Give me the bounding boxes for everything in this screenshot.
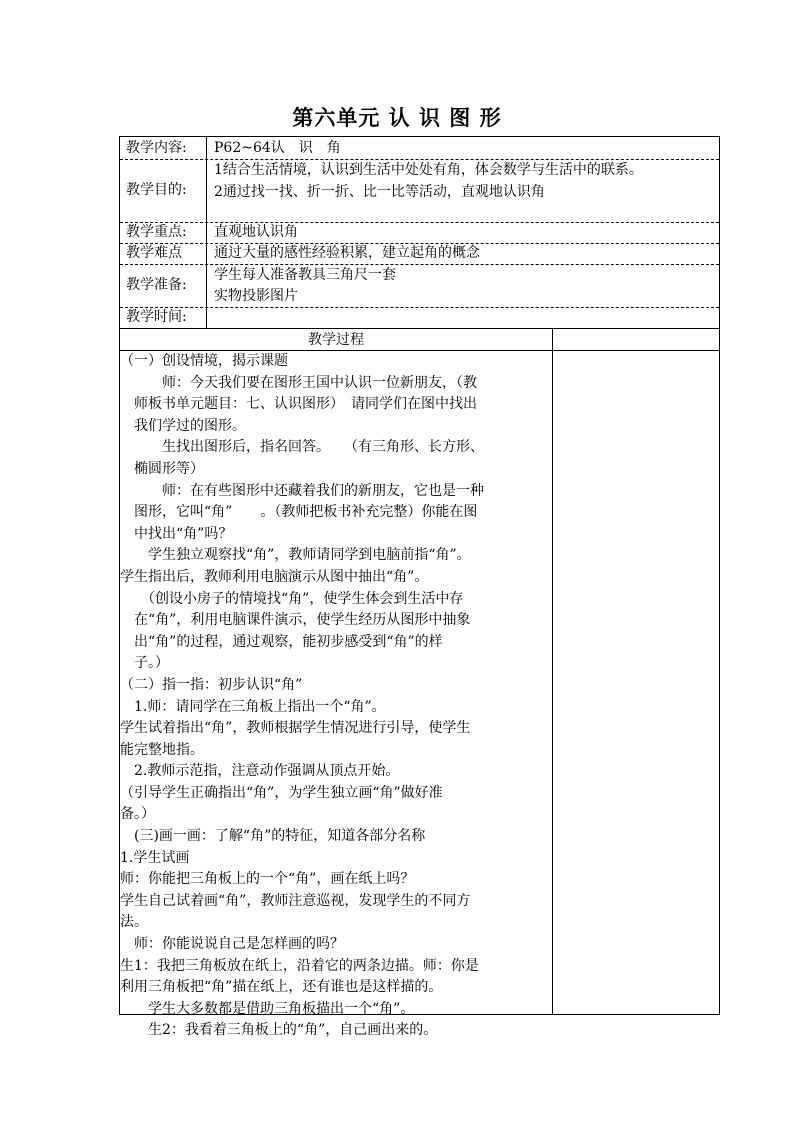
process-line: 在“角”，利用电脑课件演示，使学生经历从图形中抽象 bbox=[120, 612, 471, 629]
teaching-process bbox=[120, 351, 552, 1042]
process-line: 我们学过的图形。 bbox=[120, 417, 246, 434]
row-divider bbox=[120, 328, 719, 329]
process-line: 师：在有些图形中还藏着我们的新朋友，它也是一种 bbox=[120, 482, 484, 499]
time-label: 教学时间: bbox=[126, 309, 187, 325]
goals-label: 教学目的: bbox=[126, 182, 187, 198]
row-divider bbox=[120, 307, 719, 308]
goals-line-1: 1结合生活情境，认识到生活中处处有角，体会数学与生活中的联系。 bbox=[214, 162, 643, 178]
difficulty-value: 通过大量的感性经验积累，建立起角的概念 bbox=[214, 245, 480, 261]
process-line: 学生自己试着画“角”，教师注意巡视，发现学生的不同方 bbox=[120, 892, 471, 909]
process-line: 师：今天我们要在图形王国中认识一位新朋友，（教 bbox=[120, 374, 477, 391]
process-line: 师：你能说说自己是怎样画的吗？ bbox=[120, 936, 344, 953]
process-line: 学生大多数都是借助三角板描出一个“角”。 bbox=[120, 1000, 415, 1017]
difficulty-label: 教学难点 bbox=[126, 245, 182, 261]
process-line: 备。） bbox=[120, 806, 155, 823]
process-line: 中找出“角”吗？ bbox=[120, 525, 233, 542]
process-line: （二）指一指：初步认识“角” bbox=[120, 676, 303, 693]
process-header: 教学过程 bbox=[308, 332, 364, 348]
process-line: 法。 bbox=[120, 914, 148, 931]
process-line: 学生指出后，教师利用电脑演示从图中抽出“角”。 bbox=[120, 568, 429, 585]
row-divider bbox=[120, 264, 719, 265]
preparation-line-2: 实物投影图片 bbox=[214, 288, 298, 304]
process-line: 1.师：请同学在三角板上指出一个“角”。 bbox=[120, 698, 386, 715]
process-line: 能完整地指。 bbox=[120, 741, 204, 758]
process-line: 学生独立观察找“角”，教师请同学到电脑前指“角”。 bbox=[120, 547, 471, 564]
content-label: 教学内容: bbox=[126, 140, 187, 156]
process-line: 学生试着指出“角”，教师根据学生情况进行引导，使学生 bbox=[120, 720, 471, 737]
process-line: 生找出图形后，指名回答。 （有三角形、长方形、 bbox=[120, 439, 484, 456]
process-column-divider bbox=[552, 328, 553, 1014]
row-divider bbox=[120, 222, 719, 223]
process-line: (三)画一画：了解“角”的特征，知道各部分名称 bbox=[120, 828, 426, 845]
lesson-plan-table bbox=[119, 136, 720, 1039]
process-line: 利用三角板把“角”描在纸上，还有谁也是这样描的。 bbox=[120, 979, 443, 996]
process-line: 出“角”的过程，通过观察，能初步感受到“角”的样 bbox=[120, 633, 443, 650]
process-line: （引导学生正确指出“角”，为学生独立画“角”做好准 bbox=[120, 784, 443, 801]
process-line: （创设小房子的情境找“角”，使学生体会到生活中存 bbox=[120, 590, 464, 607]
process-line: 生1：我把三角板放在纸上，沿着它的两条边描。师：你是 bbox=[120, 957, 479, 974]
process-line: 生2：我看着三角板上的“角”，自己画出来的。 bbox=[120, 1022, 438, 1039]
process-line: （一）创设情境，揭示课题 bbox=[120, 353, 288, 369]
process-line: 椭圆形等） bbox=[120, 460, 204, 477]
label-column-divider bbox=[206, 137, 207, 328]
key-point-label: 教学重点: bbox=[126, 224, 187, 240]
page-title: 第六单元 认 识 图 形 bbox=[292, 105, 502, 130]
key-point-value: 直观地认识角 bbox=[214, 224, 298, 240]
process-line: 师板书单元题目：七、认识图形） 请同学们在图中找出 bbox=[120, 396, 477, 413]
process-line: 图形，它叫“角” 。（教师把板书补充完整）你能在图 bbox=[120, 504, 478, 521]
process-line: 1.学生试画 bbox=[120, 849, 190, 866]
goals-line-2: 2通过找一找、折一折、比一比等活动，直观地认识角 bbox=[214, 184, 545, 200]
preparation-line-1: 学生每人准备教具三角尺一套 bbox=[214, 267, 396, 283]
preparation-label: 教学准备: bbox=[126, 277, 187, 293]
content-value: P62~64认 识 角 bbox=[214, 140, 341, 156]
process-line: 2.教师示范指，注意动作强调从顶点开始。 bbox=[120, 763, 400, 780]
process-line: 师：你能把三角板上的一个“角”，画在纸上吗？ bbox=[120, 871, 415, 888]
process-line: 子。） bbox=[120, 655, 169, 672]
